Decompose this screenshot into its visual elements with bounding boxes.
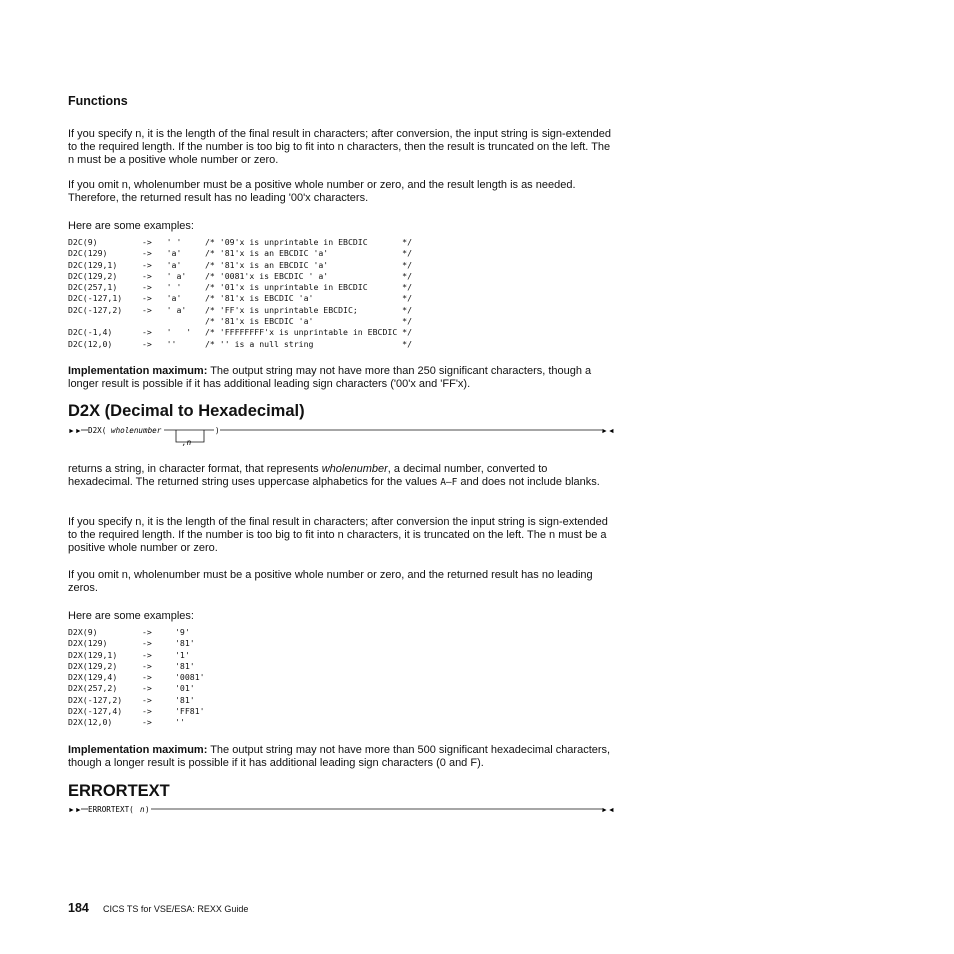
d2x-syntax-arg: wholenumber xyxy=(111,426,162,435)
impl-label: Implementation maximum: xyxy=(68,744,208,756)
d2c-implementation-maximum xyxy=(68,365,613,391)
book-title: CICS TS for VSE/ESA: REXX Guide xyxy=(103,904,249,914)
impl-label: Implementation maximum: xyxy=(68,365,208,377)
d2x-desc-arg: wholenumber xyxy=(321,463,388,475)
errortext-syntax-diagram xyxy=(68,802,613,816)
d2x-syntax-fn: D2X( xyxy=(88,426,107,435)
d2x-desc-range: A–F xyxy=(440,477,458,488)
running-head: Functions xyxy=(68,94,128,108)
d2x-implementation-maximum xyxy=(68,744,613,770)
d2x-syntax-close: ) xyxy=(215,426,220,435)
d2c-length-paragraph: If you specify n, it is the length of the final result in characters; after conversion, the input string is sign-extended to the required length. If the number is too big to fit into n characters, then the result is truncated on the left. The n must be a positive whole number or zero. xyxy=(68,128,611,166)
d2x-description-paragraph xyxy=(68,463,613,489)
errortext-syntax-fn: ERRORTEXT( xyxy=(88,805,134,814)
errortext-syntax-close: ) xyxy=(145,805,150,814)
errortext-syntax-arg: n xyxy=(140,805,145,814)
d2x-examples-results: '9' '81' '1' '81' '0081' '01' '81' 'FF81' '' xyxy=(175,627,205,728)
impl-text: The output string may not have more than 500 significant hexadecimal characters, though a longer result is possible if it has additional leading sign characters (0 and F). xyxy=(68,744,611,769)
d2x-syntax-diagram xyxy=(68,423,613,449)
impl-text: The output string may not have more than 250 significant characters, though a longer result is possible if it has additional leading sign characters ('00'x and 'FF'x). xyxy=(68,365,592,390)
syntax-start-arrows: ►► xyxy=(68,807,82,814)
d2x-omit-paragraph: If you omit n, wholenumber must be a positive whole number or zero, and the returned result has no leading zeros. xyxy=(68,569,593,594)
d2c-examples-comments: /* '09'x is unprintable in EBCDIC */ /* '81'x is an EBCDIC 'a' */ /* '81'x is an EBCDIC 'a' */ /* '0081'x is EBCDIC ' a' */ /* '01'x is unprintable in EBCDIC */ /* '81'x is EBCDIC 'a' */ /* 'FF'x is unprintable EBCDIC; */ /* '81'x is EBCDIC 'a' */ /* 'FFFFFFFF'x is unprintable in EBCDIC */ /* '' is a null string */ xyxy=(205,237,413,349)
d2x-examples-intro: Here are some examples: xyxy=(68,610,194,622)
d2c-examples-calls: D2C(9) -> ' ' D2C(129) -> 'a' D2C(129,1) -> 'a' D2C(129,2) -> ' a' D2C(257,1) -> ' ' D2C(-127,1) -> 'a' D2C(-127,2) -> ' a' D2C(-1,4) -> ' ' D2C(12,0) -> '' xyxy=(68,237,192,349)
d2x-desc-part: and does not include blanks. xyxy=(457,476,600,488)
page-number: 184 xyxy=(68,901,89,915)
d2x-length-paragraph: If you specify n, it is the length of the final result in characters; after conversion the input string is sign-extended to the required length. If the number is too big to fit into n characters, it is truncated on the left. The n must be a positive whole number or zero. xyxy=(68,516,608,554)
d2c-examples-intro: Here are some examples: xyxy=(68,220,194,232)
syntax-end-arrows: ►◄ xyxy=(601,807,615,814)
syntax-end-arrows: ►◄ xyxy=(601,428,615,435)
d2x-examples-calls: D2X(9) -> D2X(129) -> D2X(129,1) -> D2X(129,2) -> D2X(129,4) -> D2X(257,2) -> D2X(-127,2) -> D2X(-127,4) -> D2X(12,0) -> xyxy=(68,627,152,728)
d2x-heading: D2X (Decimal to Hexadecimal) xyxy=(68,402,305,420)
d2x-syntax-optional-n: ,n xyxy=(182,438,192,447)
d2c-omit-paragraph: If you omit n, wholenumber must be a positive whole number or zero, and the result length is as needed. Therefore, the returned result has no leading '00'x characters. xyxy=(68,179,576,204)
d2x-desc-part: , a decimal number, converted to hexadecimal. The returned string uses uppercase alphabetics for the values xyxy=(68,463,548,488)
errortext-heading: ERRORTEXT xyxy=(68,782,170,800)
d2x-desc-part: returns a string, in character format, that represents xyxy=(68,463,322,475)
syntax-start-arrows: ►► xyxy=(68,428,82,435)
